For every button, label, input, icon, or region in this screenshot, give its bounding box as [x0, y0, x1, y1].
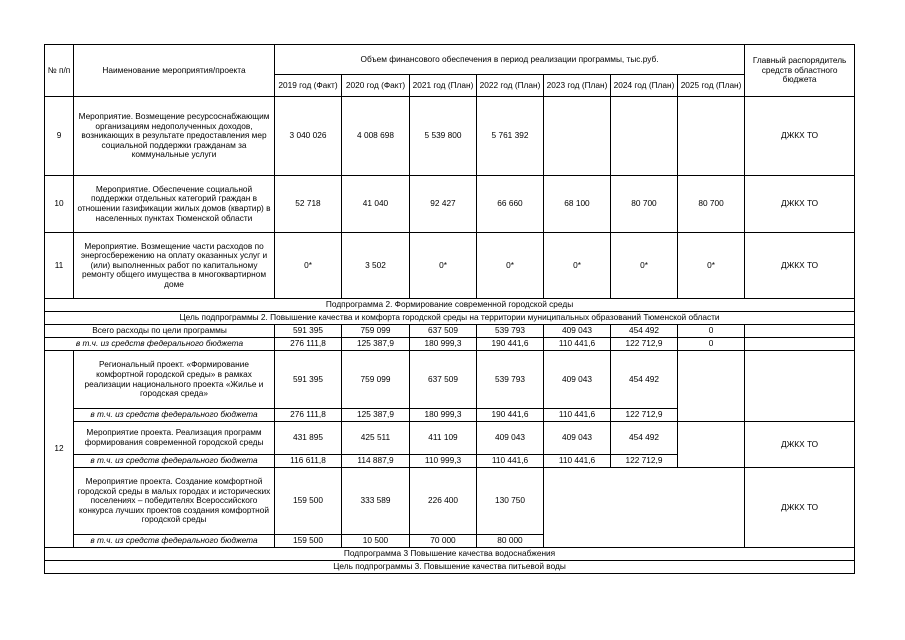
value-cell: 4 008 698 — [342, 97, 410, 176]
value-cell: 70 000 — [410, 535, 477, 548]
value-cell: 110 441,6 — [477, 455, 544, 468]
header-row — [45, 45, 855, 75]
total-fed-label: в т.ч. из средств федерального бюджета — [45, 338, 275, 351]
value-cell: 66 660 — [477, 176, 544, 233]
total-row — [45, 325, 855, 338]
section-row — [45, 561, 855, 574]
manager-cell — [745, 351, 855, 422]
value-cell: 411 109 — [410, 422, 477, 455]
finance-table — [44, 44, 855, 574]
value-cell: 409 043 — [544, 422, 611, 455]
value-cell: 52 718 — [275, 176, 342, 233]
subprogram-2-goal: Цель подпрограммы 2. Повышение качества и комфорта городской среды на территории муниципальных образований Тюменской области — [45, 312, 855, 325]
year-header: 2022 год (План) — [477, 75, 544, 97]
fed-label: в т.ч. из средств федерального бюджета — [74, 409, 275, 422]
value-cell: 409 043 — [544, 325, 611, 338]
value-cell: 637 509 — [410, 351, 477, 409]
value-cell: 431 895 — [275, 422, 342, 455]
value-cell: 116 611,8 — [275, 455, 342, 468]
value-cell: 110 441,6 — [544, 338, 611, 351]
year-header: 2024 год (План) — [611, 75, 678, 97]
subprogram-3-title: Подпрограмма 3 Повышение качества водоснабжения — [45, 548, 855, 561]
value-cell: 539 793 — [477, 325, 544, 338]
section-row — [45, 548, 855, 561]
value-cell: 159 500 — [275, 468, 342, 535]
value-cell: 454 492 — [611, 325, 678, 338]
value-cell: 591 395 — [275, 351, 342, 409]
value-cell — [611, 97, 678, 176]
value-cell: 276 111,8 — [275, 338, 342, 351]
value-cell — [544, 468, 745, 548]
value-cell: 10 500 — [342, 535, 410, 548]
row-title: Мероприятие проекта. Создание комфортной городской среды в малых городах и исторических поселениях – победителях Всероссийского конкурса лучших проектов создания комфортной городской среды — [74, 468, 275, 535]
value-cell: 759 099 — [342, 325, 410, 338]
value-cell — [678, 351, 745, 422]
value-cell: 180 999,3 — [410, 409, 477, 422]
table-row — [45, 422, 855, 455]
value-cell: 0 — [678, 325, 745, 338]
table-row — [45, 351, 855, 409]
value-cell: 3 502 — [342, 233, 410, 299]
value-cell: 226 400 — [410, 468, 477, 535]
col-manager-header: Главный распорядитель средств областного бюджета — [745, 45, 855, 97]
table-row — [45, 233, 855, 299]
value-cell: 0* — [544, 233, 611, 299]
value-cell: 759 099 — [342, 351, 410, 409]
col-num-header: № п/п — [45, 45, 74, 97]
row-title: Региональный проект. «Формирование комфортной городской среды» в рамках реализации национального проекта «Жилье и городская среда» — [74, 351, 275, 409]
year-header: 2023 год (План) — [544, 75, 611, 97]
section-row — [45, 312, 855, 325]
value-cell: 425 511 — [342, 422, 410, 455]
value-cell: 5 539 800 — [410, 97, 477, 176]
value-cell: 333 589 — [342, 468, 410, 535]
value-cell: 409 043 — [477, 422, 544, 455]
value-cell: 110 441,6 — [544, 409, 611, 422]
value-cell: 110 999,3 — [410, 455, 477, 468]
value-cell: 539 793 — [477, 351, 544, 409]
value-cell: 114 887,9 — [342, 455, 410, 468]
value-cell: 122 712,9 — [611, 455, 678, 468]
row-number: 11 — [45, 233, 74, 299]
value-cell — [678, 422, 745, 468]
manager-cell: ДЖКХ ТО — [745, 97, 855, 176]
value-cell: 159 500 — [275, 535, 342, 548]
table-row — [45, 97, 855, 176]
value-cell: 0* — [678, 233, 745, 299]
row-title: Мероприятие проекта. Реализация программ формирования современной городской среды — [74, 422, 275, 455]
row-title: Мероприятие. Обеспечение социальной поддержки отдельных категорий граждан в отношении газификации жилых домов (квартир) в населенных пунктах Тюменской области — [74, 176, 275, 233]
row-title: Мероприятие. Возмещение части расходов по энергосбережению на оплату оказанных услуг и (или) выполненных работ по капитальному ремонту общего имущества в многоквартирном доме — [74, 233, 275, 299]
manager-cell — [745, 338, 855, 351]
fed-label: в т.ч. из средств федерального бюджета — [74, 535, 275, 548]
value-cell: 0* — [410, 233, 477, 299]
row-number: 9 — [45, 97, 74, 176]
value-cell: 637 509 — [410, 325, 477, 338]
value-cell: 0* — [477, 233, 544, 299]
value-cell: 122 712,9 — [611, 338, 678, 351]
value-cell: 68 100 — [544, 176, 611, 233]
value-cell: 92 427 — [410, 176, 477, 233]
value-cell: 125 387,9 — [342, 338, 410, 351]
manager-cell — [745, 325, 855, 338]
value-cell: 190 441,6 — [477, 338, 544, 351]
value-cell: 454 492 — [611, 422, 678, 455]
value-cell: 591 395 — [275, 325, 342, 338]
value-cell: 5 761 392 — [477, 97, 544, 176]
year-header: 2025 год (План) — [678, 75, 745, 97]
value-cell: 41 040 — [342, 176, 410, 233]
value-cell: 409 043 — [544, 351, 611, 409]
value-cell: 125 387,9 — [342, 409, 410, 422]
value-cell: 454 492 — [611, 351, 678, 409]
manager-cell: ДЖКХ ТО — [745, 176, 855, 233]
manager-cell: ДЖКХ ТО — [745, 422, 855, 468]
table-row — [45, 468, 855, 535]
year-header: 2020 год (Факт) — [342, 75, 410, 97]
total-label: Всего расходы по цели программы — [45, 325, 275, 338]
row-title: Мероприятие. Возмещение ресурсоснабжающим организациям недополученных доходов, возникающих в результате предоставления мер социальной поддержки гражданам за коммунальные услуги — [74, 97, 275, 176]
row-number: 10 — [45, 176, 74, 233]
section-row — [45, 299, 855, 312]
value-cell: 80 700 — [678, 176, 745, 233]
value-cell: 130 750 — [477, 468, 544, 535]
year-header: 2021 год (План) — [410, 75, 477, 97]
value-cell: 0* — [611, 233, 678, 299]
table-row — [45, 176, 855, 233]
total-fed-row — [45, 338, 855, 351]
manager-cell: ДЖКХ ТО — [745, 233, 855, 299]
subprogram-2-title: Подпрограмма 2. Формирование современной городской среды — [45, 299, 855, 312]
value-cell: 190 441,6 — [477, 409, 544, 422]
row-number: 12 — [45, 351, 74, 548]
value-cell: 110 441,6 — [544, 455, 611, 468]
value-cell — [678, 97, 745, 176]
col-volume-header: Объем финансового обеспечения в период реализации программы, тыс.руб. — [275, 45, 745, 75]
col-name-header: Наименование мероприятия/проекта — [74, 45, 275, 97]
fed-label: в т.ч. из средств федерального бюджета — [74, 455, 275, 468]
value-cell — [544, 97, 611, 176]
value-cell: 3 040 026 — [275, 97, 342, 176]
value-cell: 0* — [275, 233, 342, 299]
subprogram-3-goal: Цель подпрограммы 3. Повышение качества питьевой воды — [45, 561, 855, 574]
value-cell: 80 700 — [611, 176, 678, 233]
value-cell: 122 712,9 — [611, 409, 678, 422]
year-header: 2019 год (Факт) — [275, 75, 342, 97]
manager-cell: ДЖКХ ТО — [745, 468, 855, 548]
value-cell: 80 000 — [477, 535, 544, 548]
value-cell: 180 999,3 — [410, 338, 477, 351]
value-cell: 276 111,8 — [275, 409, 342, 422]
value-cell: 0 — [678, 338, 745, 351]
